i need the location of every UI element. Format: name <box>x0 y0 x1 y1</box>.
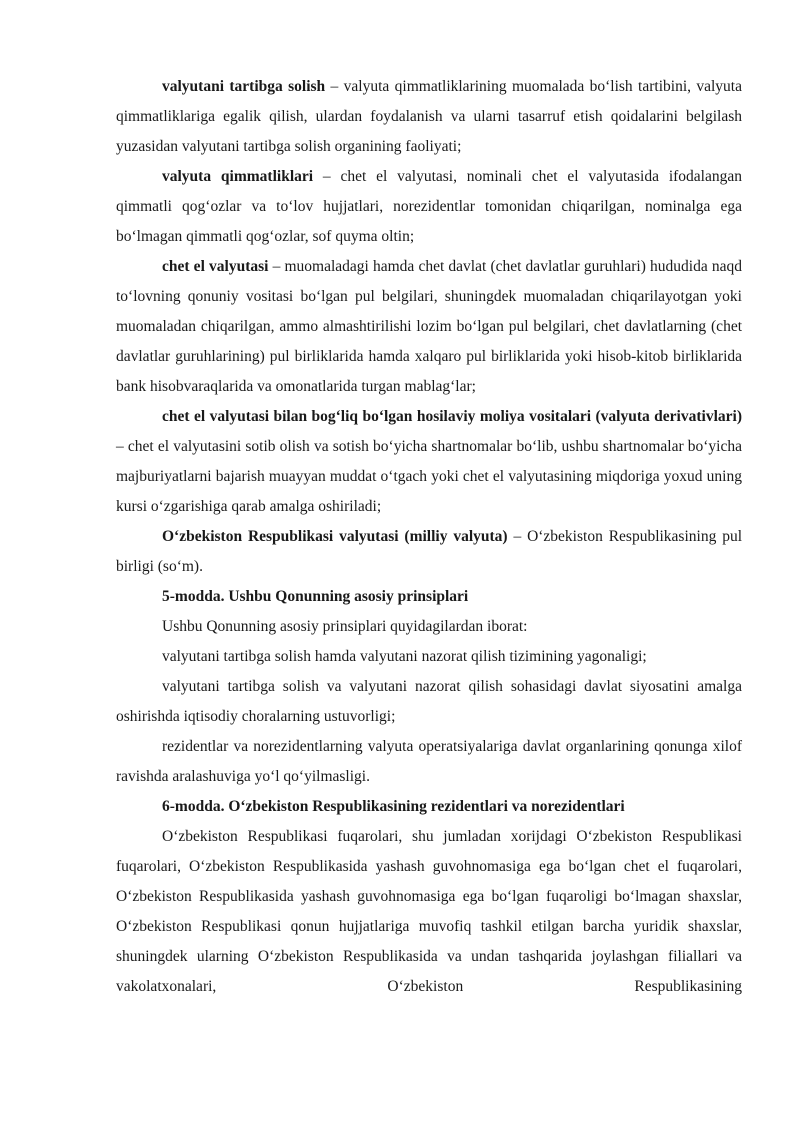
document-page <box>116 72 742 1002</box>
definition-text: – O‘zbekiston Respublikasining pul birligi (so‘m). <box>116 528 742 575</box>
definition-text: – chet el valyutasi, nominali chet el valyutasida ifodalangan qimmatli qog‘ozlar va to‘lov hujjatlari, norezidentlar tomonidan chiqarilgan, nominalga ega bo‘lmagan qimmatli qog‘ozlar, sof quyma oltin; <box>116 168 742 245</box>
article-6-text: O‘zbekiston Respublikasi fuqarolari, shu jumladan xorijdagi O‘zbekiston Respublikasi fuqarolari, O‘zbekiston Respublikasida yashash guvohnomasiga ega bo‘lgan chet el fuqarolari, O‘zbekiston Respublikasida yashash guvohnomasiga ega bo‘lgan fuqaroligi bo‘lmagan shaxslar, O‘zbekiston Respublikasi qonun hujjatlariga muvofiq tashkil etilgan barcha yuridik shaxslar, shuningdek ularning O‘zbekiston Respublikasida va undan tashqarida joylashgan filiallari va vakolatxonalari, O‘zbekiston Respublikasining <box>116 828 742 995</box>
article-6-heading: 6-modda. O‘zbekiston Respublikasining rezidentlari va norezidentlari <box>162 798 625 815</box>
term: chet el valyutasi bilan bog‘liq bo‘lgan hosilaviy moliya vositalari (valyuta derivativlari) <box>162 408 742 425</box>
definition-text: – chet el valyutasini sotib olish va sotish bo‘yicha shartnomalar bo‘lib, ushbu shartnomalar bo‘yicha majburiyatlarni bajarish muayyan muddat o‘tgach yoki chet el valyutasining miqdoriga yoxud uning kursi o‘zgarishiga qarab amalga oshiriladi; <box>116 438 742 515</box>
definition-currency-valuables <box>116 162 742 252</box>
definition-national-currency <box>116 522 742 582</box>
term: valyutani tartibga solish <box>162 78 326 95</box>
definition-currency-derivatives <box>116 402 742 522</box>
definition-text: – muomaladagi hamda chet davlat (chet davlatlar guruhlari) hududida naqd to‘lovning qonuniy vositasi bo‘lgan pul belgilari, shuningdek muomaladan chiqarilayotgan yoki muomaladan chiqarilgan, ammo almashtirilishi lozim bo‘lgan pul belgilari, chet davlatlarning (chet davlatlar guruhlarining) pul birliklarida hamda xalqaro pul birliklarida yoki hisob-kitob birliklarida bank hisobvaraqlarida va omonatlarida turgan mablag‘lar; <box>116 258 743 395</box>
principle-item: rezidentlar va norezidentlarning valyuta operatsiyalariga davlat organlarining qonunga xilof ravishda aralashuviga yo‘l qo‘yilmasligi. <box>116 738 742 785</box>
article-5-heading: 5-modda. Ushbu Qonunning asosiy prinsiplari <box>162 588 469 605</box>
principle-item: valyutani tartibga solish va valyutani nazorat qilish sohasidagi davlat siyosatini amalga oshirishda iqtisodiy choralarning ustuvorligi; <box>116 678 742 725</box>
term: valyuta qimmatliklari <box>162 168 314 185</box>
definition-text: – valyuta qimmatliklarining muomalada bo‘lish tartibini, valyuta qimmatliklariga egalik qilish, ulardan foydalanish va ularni tasarruf etish qoidalarini belgilash yuzasidan valyutani tartibga solish organining faoliyati; <box>116 78 742 155</box>
article-5-intro: Ushbu Qonunning asosiy prinsiplari quyidagilardan iborat: <box>162 618 528 635</box>
definition-foreign-currency <box>116 252 742 402</box>
definition-currency-regulation <box>116 72 742 162</box>
term: O‘zbekiston Respublikasi valyutasi (milliy valyuta) <box>162 528 508 545</box>
term: chet el valyutasi <box>162 258 269 275</box>
principle-item: valyutani tartibga solish hamda valyutani nazorat qilish tizimining yagonaligi; <box>162 648 647 665</box>
